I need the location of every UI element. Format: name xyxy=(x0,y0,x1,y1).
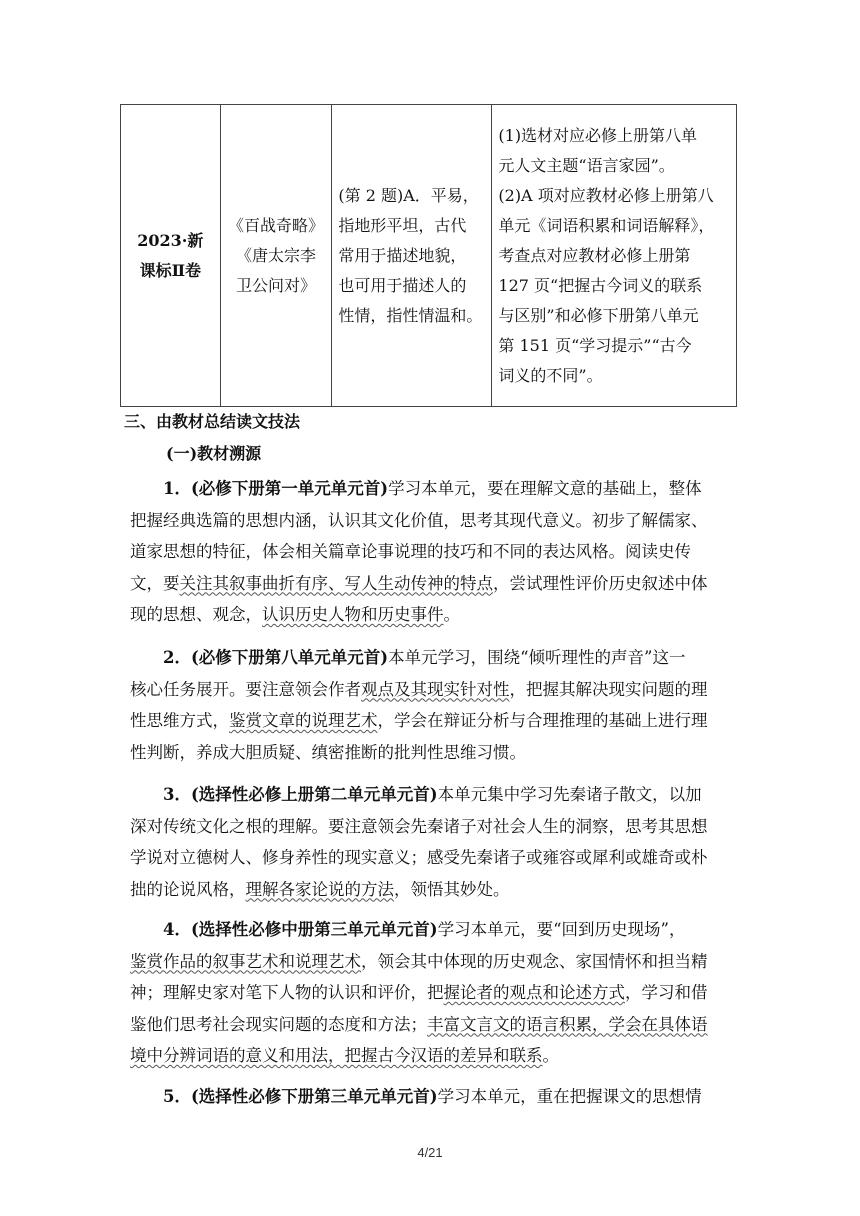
paragraph-number: 3． xyxy=(163,785,191,804)
source-table xyxy=(120,104,737,407)
paragraph-line xyxy=(130,568,740,600)
paragraph-line xyxy=(130,977,740,1009)
text: 学习本单元，要在理解文意的基础上，整体 xyxy=(388,479,702,498)
paragraph-line: 学说对立德树人、修身养性的现实意义；感受先秦诸子或雍容或犀利或雄奇或朴 xyxy=(130,848,708,867)
paragraph-line: 道家思想的特征，体会相关篇章论事说理的技巧和不同的表达风格。阅读史传 xyxy=(130,542,691,561)
note-line: 元人文主题“语言家园”。 xyxy=(498,155,675,175)
text: 学习本单元，要“回到历史现场”， xyxy=(437,920,686,939)
underlined-text: 鉴赏作品的叙事艺术和说理艺术 xyxy=(130,951,361,971)
paragraph-number: 2． xyxy=(163,648,191,667)
underlined-text: 握论者的观点和论述方式 xyxy=(443,983,625,1002)
exam-line: 课标Ⅱ卷 xyxy=(139,260,202,280)
text: 本单元集中学习先秦诸子散文，以加 xyxy=(437,785,702,804)
question-line: (第 2 题)A．平易， xyxy=(338,185,479,205)
question-cell xyxy=(332,105,492,407)
paragraph-line xyxy=(130,914,740,946)
text: 鉴他们思考社会现实问题的态度和方法； xyxy=(130,1014,427,1034)
paragraph-4 xyxy=(130,914,740,1072)
note-line: 考查点对应教材必修上册第 xyxy=(498,245,691,265)
paragraph-1 xyxy=(130,473,740,631)
text: 现的思想、观念， xyxy=(130,605,262,624)
paragraph-reference: (选择性必修下册第三单元单元首) xyxy=(190,1087,438,1106)
underlined-text: 关注其叙事曲折有序、写人生动传神的特点 xyxy=(179,573,493,593)
paragraph-line xyxy=(130,642,740,674)
text: ，领会其中体现的历史观念、家国情怀和担当精 xyxy=(361,951,708,971)
source-line: 卫公问对》 xyxy=(235,275,316,295)
note-line: 与区别”和必修下册第八单元 xyxy=(498,305,699,325)
source-cell xyxy=(220,105,332,407)
underlined-text: 观点及其现实针对性 xyxy=(361,679,510,699)
paragraph-line xyxy=(130,705,740,737)
paragraph-line xyxy=(130,1040,740,1072)
exam-line: 2023·新 xyxy=(137,230,204,250)
text: ，学会在辩证分析与合理推理的基础上进行理 xyxy=(377,711,708,730)
text: 性思维方式， xyxy=(130,711,229,730)
paragraph-line xyxy=(130,874,740,906)
paragraph-line: 把握经典选篇的思想内涵，认识其文化价值，思考其现代意义。初步了解儒家、 xyxy=(130,510,708,530)
note-line: (2)A 项对应教材必修上册第八 xyxy=(498,185,714,205)
paragraph-reference: (选择性必修上册第二单元单元首) xyxy=(190,785,438,804)
text: 核心任务展开。要注意领会作者 xyxy=(130,679,361,699)
table-row xyxy=(121,105,737,407)
paragraph-line xyxy=(130,779,740,811)
text: 神；理解史家对笔下人物的认识和评价，把 xyxy=(130,983,444,1002)
question-line: 性情，指性情温和。 xyxy=(338,305,483,325)
question-line: 常用于描述地貌， xyxy=(338,245,467,265)
section-subtitle: (一)教材溯源 xyxy=(166,444,262,463)
paragraph-line: 性判断，养成大胆质疑、缜密推断的批判性思维习惯。 xyxy=(130,742,526,762)
note-line: 127 页“把握古今词义的联系 xyxy=(498,275,703,295)
paragraph-line xyxy=(130,599,740,631)
text: 。 xyxy=(443,605,460,624)
paragraph-line xyxy=(130,674,740,706)
paragraph-5 xyxy=(130,1081,740,1113)
note-cell xyxy=(492,105,737,407)
underlined-text: 认识历史人物和历史事件 xyxy=(262,605,444,624)
underlined-text: 丰富文言文的语言积累，学会在具体语 xyxy=(427,1014,708,1034)
source-line: 《百战奇略》 xyxy=(227,215,324,235)
section-title: 三、由教材总结读文技法 xyxy=(124,412,301,431)
paragraph-number: 1． xyxy=(163,479,191,498)
text: ，尝试理性评价历史叙述中体 xyxy=(493,573,708,593)
text: 。 xyxy=(542,1046,559,1065)
note-line: 单元《词语积累和词语解释》， xyxy=(498,215,715,235)
paragraph-line xyxy=(130,1081,740,1113)
note-line: 词义的不同”。 xyxy=(498,365,603,385)
paragraph-line xyxy=(130,1009,740,1041)
text: ，学习和借 xyxy=(625,983,708,1002)
question-line: 指地形平坦，古代 xyxy=(338,215,467,235)
text: 本单元学习，围绕“倾听理性的声音”这一 xyxy=(388,648,686,667)
page-number: 4/21 xyxy=(417,1145,443,1160)
paragraph-reference: (选择性必修中册第三单元单元首) xyxy=(190,920,438,939)
note-line: 第 151 页“学习提示”“古今 xyxy=(498,335,692,355)
paragraph-2 xyxy=(130,642,740,768)
paragraph-reference: (必修下册第一单元单元首) xyxy=(190,479,389,498)
text: ，领悟其妙处。 xyxy=(394,879,510,899)
underlined-text: 鉴赏文章的说理艺术 xyxy=(229,711,378,730)
underlined-text: 理解各家论说的方法 xyxy=(245,879,394,899)
text: 学习本单元，重在把握课文的思想情 xyxy=(437,1087,702,1106)
paragraph-number: 5． xyxy=(163,1087,191,1106)
source-line: 《唐太宗李 xyxy=(235,245,316,265)
text: 拙的论说风格， xyxy=(130,879,246,899)
question-line: 也可用于描述人的 xyxy=(338,275,467,295)
underlined-text: 境中分辨词语的意义和用法，把握古今汉语的差异和联系 xyxy=(130,1046,543,1065)
exam-cell xyxy=(121,105,221,407)
text: 文，要 xyxy=(130,573,180,593)
text: ，把握其解决现实问题的理 xyxy=(509,679,708,699)
paragraph-line xyxy=(130,946,740,978)
paragraph-3 xyxy=(130,779,740,905)
paragraph-line: 深对传统文化之根的理解。要注意领会先秦诸子对社会人生的洞察，思考其思想 xyxy=(130,816,708,836)
note-line: (1)选材对应必修上册第八单 xyxy=(498,125,698,145)
paragraph-number: 4． xyxy=(163,920,191,939)
paragraph-line xyxy=(130,473,740,505)
paragraph-reference: (必修下册第八单元单元首) xyxy=(190,648,389,667)
